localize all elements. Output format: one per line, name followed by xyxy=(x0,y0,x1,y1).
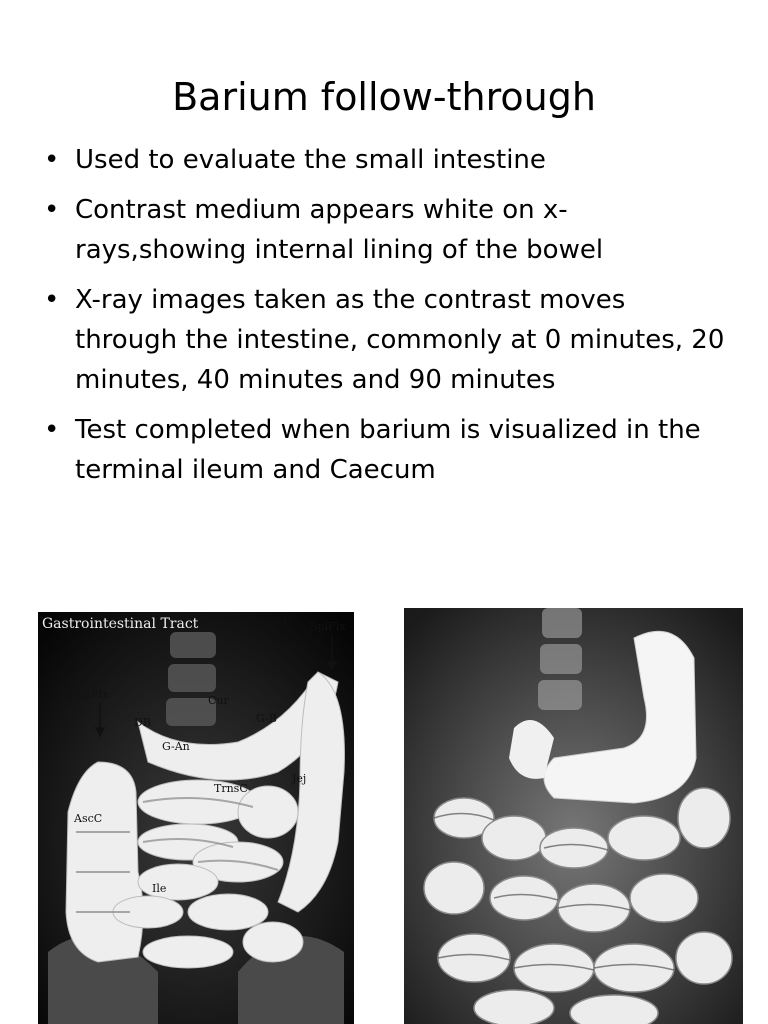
labelled-barium-xray-image xyxy=(38,612,354,1024)
xray-right-drawing xyxy=(404,608,743,1024)
bullet-item xyxy=(44,140,734,180)
bullet-text: X-ray images taken as the contrast moves through the intestine, commonly at 0 minutes, 20 minutes, 40 minutes and 90 minutes xyxy=(75,285,725,395)
bullet-dot: • xyxy=(44,285,60,315)
slide-title: Barium follow-through xyxy=(172,75,596,120)
xray-title: Gastrointestinal Tract xyxy=(42,616,199,632)
label-ile: Ile xyxy=(152,882,167,895)
label-hepflx: HepFlx xyxy=(68,688,109,701)
barium-xray-image xyxy=(404,608,743,1024)
label-trnsc: TrnsC xyxy=(214,782,248,795)
label-gan: G-An xyxy=(162,740,190,753)
bullet-dot: • xyxy=(44,145,60,175)
label-cur: Cur xyxy=(208,694,229,707)
label-ascc: AscC xyxy=(74,812,103,825)
bullet-dot: • xyxy=(44,195,60,225)
bullet-text: Contrast medium appears white on x-rays,showing internal lining of the bowel xyxy=(75,195,604,265)
bullet-text: Test completed when barium is visualized in the terminal ileum and Caecum xyxy=(75,415,701,485)
label-db: DB xyxy=(134,716,151,729)
bullet-item xyxy=(44,410,734,490)
label-gb: G-B xyxy=(256,712,277,725)
bullet-item xyxy=(44,190,734,270)
bullet-item xyxy=(44,280,734,400)
bullet-text: Used to evaluate the small intestine xyxy=(75,145,546,175)
xray-left-drawing xyxy=(38,612,354,1024)
label-gu: G-U xyxy=(270,616,292,629)
bullet-dot: • xyxy=(44,415,60,445)
bullet-list xyxy=(44,140,734,500)
label-jej: Jej xyxy=(292,772,307,785)
label-splflx: SplFlx xyxy=(310,620,346,633)
